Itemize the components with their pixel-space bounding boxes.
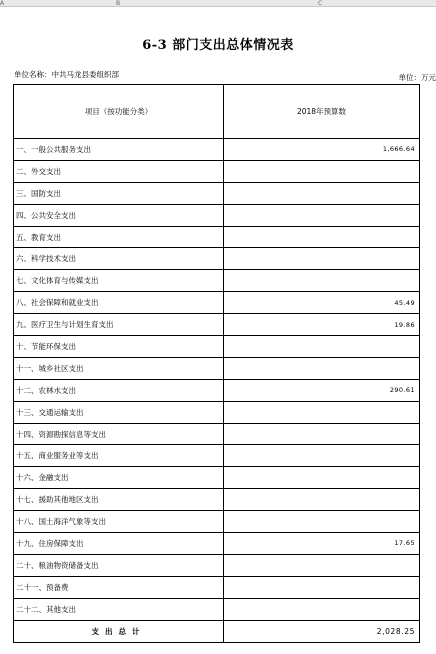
row-value-cell[interactable] [224, 489, 420, 511]
row-value-cell[interactable] [224, 511, 420, 533]
row-item-cell[interactable]: 十四、资源勘探信息等支出 [14, 423, 224, 445]
row-item-cell[interactable]: 十三、交通运输支出 [14, 401, 224, 423]
table-row [14, 467, 420, 489]
table-row [14, 379, 420, 401]
row-value-cell[interactable]: 19.86 [224, 314, 420, 336]
row-value-cell[interactable] [224, 336, 420, 358]
row-value-cell[interactable] [224, 401, 420, 423]
row-item-cell[interactable]: 十八、国土海洋气象等支出 [14, 511, 224, 533]
row-value-cell[interactable] [224, 576, 420, 598]
row-value-cell[interactable] [224, 182, 420, 204]
total-label-cell[interactable]: 支出总计 [14, 620, 224, 642]
row-value-cell[interactable]: 290.61 [224, 379, 420, 401]
header-budget-2018[interactable]: 2018年预算数 [224, 85, 420, 139]
table-row [14, 182, 420, 204]
table-total-row [14, 620, 420, 642]
row-value-cell[interactable] [224, 554, 420, 576]
row-value-cell[interactable] [224, 467, 420, 489]
table-row [14, 204, 420, 226]
table-row [14, 248, 420, 270]
row-item-cell[interactable]: 七、文化体育与传媒支出 [14, 270, 224, 292]
table-row [14, 511, 420, 533]
table-row [14, 401, 420, 423]
row-value-cell[interactable] [224, 226, 420, 248]
row-value-cell[interactable] [224, 598, 420, 620]
unit-label: 单位：万元 [398, 73, 436, 82]
column-a-header[interactable]: A [0, 0, 5, 7]
row-value-cell[interactable]: 45.49 [224, 292, 420, 314]
row-value-cell[interactable] [224, 445, 420, 467]
row-value-cell[interactable] [224, 357, 420, 379]
row-item-cell[interactable]: 二、外交支出 [14, 160, 224, 182]
row-item-cell[interactable]: 一、一般公共服务支出 [14, 139, 224, 161]
row-item-cell[interactable]: 十五、商业服务业等支出 [14, 445, 224, 467]
total-value-cell[interactable]: 2,028.25 [224, 620, 420, 642]
row-item-cell[interactable]: 九、医疗卫生与计划生育支出 [14, 314, 224, 336]
row-item-cell[interactable]: 三、国防支出 [14, 182, 224, 204]
table-row [14, 598, 420, 620]
table-row [14, 292, 420, 314]
org-name-label: 单位名称：中共马龙县委组织部 [14, 70, 119, 79]
table-row [14, 445, 420, 467]
table-row [14, 357, 420, 379]
row-value-cell[interactable]: 17.65 [224, 533, 420, 555]
header-item-category[interactable]: 项目（按功能分类） [14, 85, 224, 139]
table-row [14, 160, 420, 182]
row-value-cell[interactable] [224, 270, 420, 292]
table-body [14, 139, 420, 621]
row-item-cell[interactable]: 二十一、预备费 [14, 576, 224, 598]
column-c-header[interactable]: C [318, 0, 323, 7]
row-item-cell[interactable]: 四、公共安全支出 [14, 204, 224, 226]
row-item-cell[interactable]: 五、教育支出 [14, 226, 224, 248]
row-item-cell[interactable]: 八、社会保障和就业支出 [14, 292, 224, 314]
spreadsheet-column-header [0, 0, 436, 7]
row-value-cell[interactable] [224, 160, 420, 182]
table-row [14, 314, 420, 336]
row-item-cell[interactable]: 十二、农林水支出 [14, 379, 224, 401]
page-title: 6-3 部门支出总体情况表 [142, 38, 294, 53]
budget-table [13, 84, 420, 643]
row-value-cell[interactable]: 1,666.64 [224, 139, 420, 161]
table-row [14, 139, 420, 161]
table-row [14, 336, 420, 358]
row-value-cell[interactable] [224, 423, 420, 445]
table-row [14, 576, 420, 598]
row-item-cell[interactable]: 二十、粮油物资储备支出 [14, 554, 224, 576]
row-item-cell[interactable]: 二十二、其他支出 [14, 598, 224, 620]
table-row [14, 489, 420, 511]
table-row [14, 270, 420, 292]
row-item-cell[interactable]: 十六、金融支出 [14, 467, 224, 489]
row-item-cell[interactable]: 十、节能环保支出 [14, 336, 224, 358]
row-item-cell[interactable]: 十九、住房保障支出 [14, 533, 224, 555]
table-row [14, 226, 420, 248]
row-item-cell[interactable]: 十一、城乡社区支出 [14, 357, 224, 379]
row-value-cell[interactable] [224, 204, 420, 226]
table-header-row [14, 85, 420, 139]
table-row [14, 554, 420, 576]
row-item-cell[interactable]: 十七、援助其他地区支出 [14, 489, 224, 511]
column-b-header[interactable]: B [116, 0, 121, 7]
table-row [14, 533, 420, 555]
table-row [14, 423, 420, 445]
row-item-cell[interactable]: 六、科学技术支出 [14, 248, 224, 270]
meta-row [14, 68, 436, 82]
row-value-cell[interactable] [224, 248, 420, 270]
